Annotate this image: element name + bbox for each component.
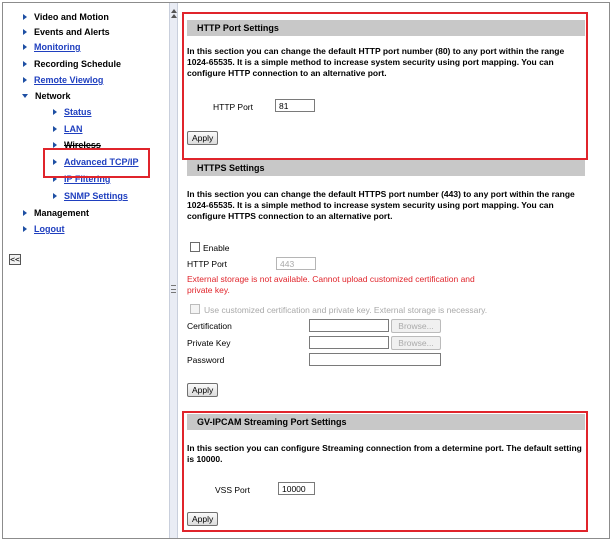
arrow-right-icon [53, 126, 57, 132]
private-key-label: Private Key [187, 338, 231, 348]
sidebar-item-monitoring[interactable] [23, 42, 81, 52]
sidebar-item-status[interactable] [53, 107, 92, 117]
custom-cert-checkbox[interactable] [190, 304, 200, 314]
sidebar-item-label[interactable]: Remote Viewlog [34, 75, 104, 85]
sidebar-item-label[interactable]: Wireless [64, 140, 101, 150]
highlight-streaming-section [182, 411, 588, 532]
https-port-input[interactable] [276, 257, 316, 270]
sidebar-item-label[interactable]: IP Filtering [64, 174, 111, 184]
streaming-section-header: GV-IPCAM Streaming Port Settings [187, 414, 585, 430]
arrow-right-icon [23, 61, 27, 67]
certification-input[interactable] [309, 319, 389, 332]
arrow-right-icon [23, 29, 27, 35]
frame-splitter[interactable] [169, 3, 178, 538]
sidebar-item-label: Management [34, 208, 90, 218]
arrow-down-icon [22, 94, 28, 98]
sidebar-item-label: Recording Schedule [34, 59, 122, 69]
sidebar-item-label: Video and Motion [34, 12, 109, 22]
arrow-right-icon [53, 109, 57, 115]
vss-port-label: VSS Port [215, 485, 250, 495]
certification-label: Certification [187, 321, 232, 331]
streaming-apply-button[interactable]: Apply [187, 512, 218, 526]
http-port-label: HTTP Port [213, 102, 253, 112]
sidebar-item-events-alerts[interactable] [23, 27, 110, 37]
arrow-right-icon [23, 210, 27, 216]
https-storage-warning: External storage is not available. Cannot upload customized certification and private key. [187, 274, 475, 295]
private-key-browse-button[interactable]: Browse... [391, 336, 441, 350]
sidebar-item-label[interactable]: LAN [64, 124, 83, 134]
http-section-header: HTTP Port Settings [187, 20, 585, 36]
streaming-description: In this section you can configure Streaming connection from a determine port. The default setting is 10000. [187, 443, 582, 464]
https-section-header: HTTPS Settings [187, 160, 585, 176]
sidebar-item-logout[interactable] [23, 224, 65, 234]
scroll-up-icon[interactable] [170, 7, 177, 19]
sidebar-item-label[interactable]: SNMP Settings [64, 191, 128, 201]
arrow-right-icon [23, 226, 27, 232]
sidebar-item-management[interactable] [23, 208, 89, 218]
sidebar-item-remote-viewlog[interactable] [23, 75, 103, 85]
https-enable-checkbox[interactable] [190, 242, 200, 252]
collapse-sidebar-button[interactable]: << [10, 255, 20, 264]
password-input[interactable] [309, 353, 441, 366]
https-description: In this section you can change the default HTTPS port number (443) to any port within the range 1024-65535. It is a simple method to increase system security using port mapping. You can configure HTTPS connection to an alternative port. [187, 189, 575, 221]
arrow-right-icon [53, 193, 57, 199]
private-key-input[interactable] [309, 336, 389, 349]
sidebar-item-label[interactable]: Advanced TCP/IP [64, 157, 139, 167]
https-apply-button[interactable]: Apply [187, 383, 218, 397]
sidebar-item-snmp-settings[interactable] [53, 191, 128, 201]
http-apply-button[interactable]: Apply [187, 131, 218, 145]
browser-frame [2, 2, 610, 539]
arrow-right-icon [23, 14, 27, 20]
sidebar-item-lan[interactable] [53, 124, 83, 134]
sidebar-item-label[interactable]: Logout [34, 224, 65, 234]
password-label: Password [187, 355, 225, 365]
sidebar [3, 3, 167, 538]
http-description: In this section you can change the default HTTP port number (80) to any port within the range 1024-65535. It is a simple method to increase system security using port mapping. You can configure HTTP connection to an alternative port. [187, 46, 565, 78]
sidebar-item-network[interactable] [22, 91, 71, 101]
custom-cert-label: Use customized certification and private key. External storage is necessary. [204, 305, 488, 315]
arrow-right-icon [23, 77, 27, 83]
arrow-right-icon [23, 44, 27, 50]
main-content [179, 3, 609, 538]
sidebar-item-label: Network [35, 91, 71, 101]
highlight-advanced-tcpip [43, 148, 150, 178]
sidebar-item-label[interactable]: Monitoring [34, 42, 81, 52]
sidebar-item-recording-schedule[interactable] [23, 59, 121, 69]
sidebar-item-label[interactable]: Status [64, 107, 92, 117]
https-port-label: HTTP Port [187, 259, 227, 269]
certification-browse-button[interactable]: Browse... [391, 319, 441, 333]
splitter-grip-icon[interactable] [171, 285, 176, 293]
https-enable-label: Enable [203, 243, 230, 253]
highlight-http-section [182, 12, 588, 160]
sidebar-item-label: Events and Alerts [34, 27, 110, 37]
sidebar-item-video-motion[interactable] [23, 12, 109, 22]
